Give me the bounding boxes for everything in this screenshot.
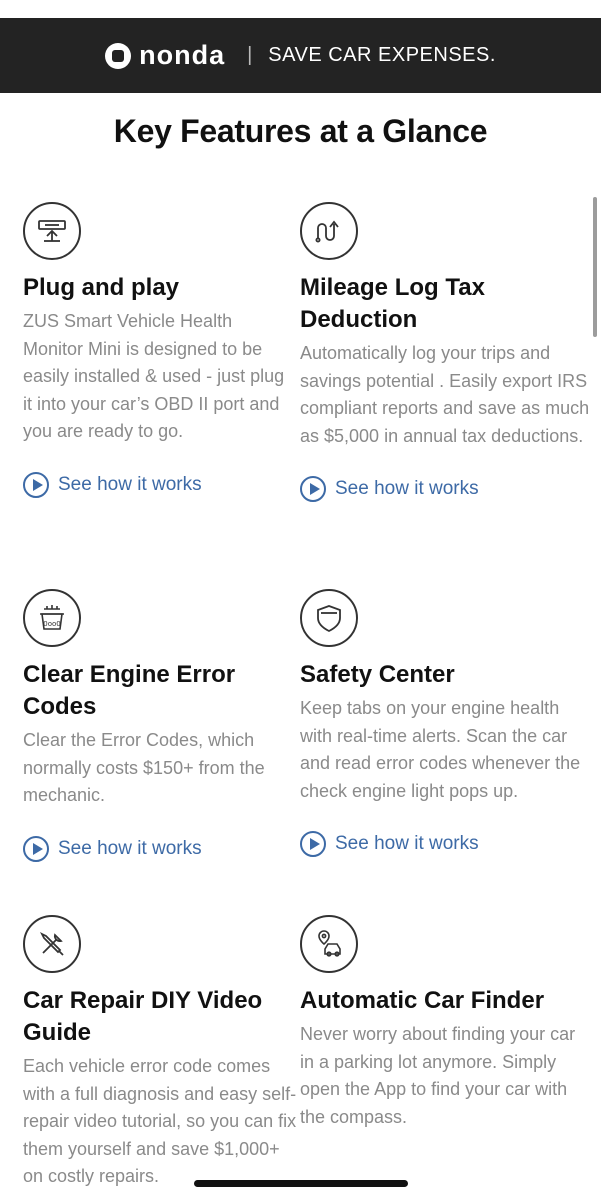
play-circle-icon [23,836,49,862]
link-label: See how it works [335,833,479,854]
feature-title: Automatic Car Finder [300,987,545,1014]
feature-description: Each vehicle error code comes with a full diagnosis and easy self-repair video tutorial, so you can fix them yourself and save $1,000+ on costly repairs. [23,1056,297,1186]
nonda-logo[interactable] [105,40,225,71]
home-indicator[interactable] [194,1180,408,1187]
feature-description: Never worry about finding your car in a parking lot anymore. Simply open the App to find your car with the compass. [300,1024,576,1127]
feature-mileage-log [300,202,590,502]
see-how-it-works-link[interactable] [23,472,293,498]
see-how-it-works-link[interactable] [300,476,590,502]
feature-title: Mileage Log Tax Deduction [300,274,485,333]
scrollbar[interactable] [593,197,597,337]
feature-description: Clear the Error Codes, which normally costs $150+ from the mechanic. [23,730,265,805]
feature-car-finder [300,915,590,1131]
feature-title: Safety Center [300,661,455,688]
link-label: See how it works [58,473,202,495]
feature-description: ZUS Smart Vehicle Health Monitor Mini is designed to be easily installed & used - just plug it into your car’s OBD II port and you are ready to go. [23,311,285,441]
obd-plug-icon [23,202,81,260]
feature-description: Keep tabs on your engine health with real-time alerts. Scan the car and read error codes whenever the check engine light pops up. [300,698,581,801]
brand-header [0,18,601,93]
link-label: See how it works [58,837,202,859]
play-circle-icon [300,476,326,502]
feature-title: Clear Engine Error Codes [23,661,236,720]
svg-text:0oo0: 0oo0 [43,620,61,628]
feature-diy-video-guide [23,915,299,1191]
feature-clear-error-codes [23,589,299,862]
header-separator: | [247,44,253,66]
play-circle-icon [23,472,49,498]
feature-title: Plug and play [23,274,180,301]
header-tagline: SAVE CAR EXPENSES. [268,44,496,66]
link-label: See how it works [335,478,479,499]
shield-icon [300,589,358,647]
see-how-it-works-link[interactable] [300,831,590,857]
engine-code-icon [23,589,81,647]
route-arrow-icon [300,202,358,260]
car-location-icon [300,915,358,973]
nonda-logo-icon [105,43,131,69]
status-bar-area [0,0,601,18]
wrench-screwdriver-icon [23,915,81,973]
feature-description: Automatically log your trips and savings potential . Easily export IRS compliant reports and save as much as $5,000 in annual tax deductions. [300,343,590,446]
page-title: Key Features at a Glance [113,113,488,149]
feature-safety-center [300,589,590,857]
see-how-it-works-link[interactable] [23,836,299,862]
play-circle-icon [300,831,326,857]
logo-text: nonda [139,40,226,70]
feature-title: Car Repair DIY Video Guide [23,987,263,1046]
feature-plug-and-play [23,202,293,498]
